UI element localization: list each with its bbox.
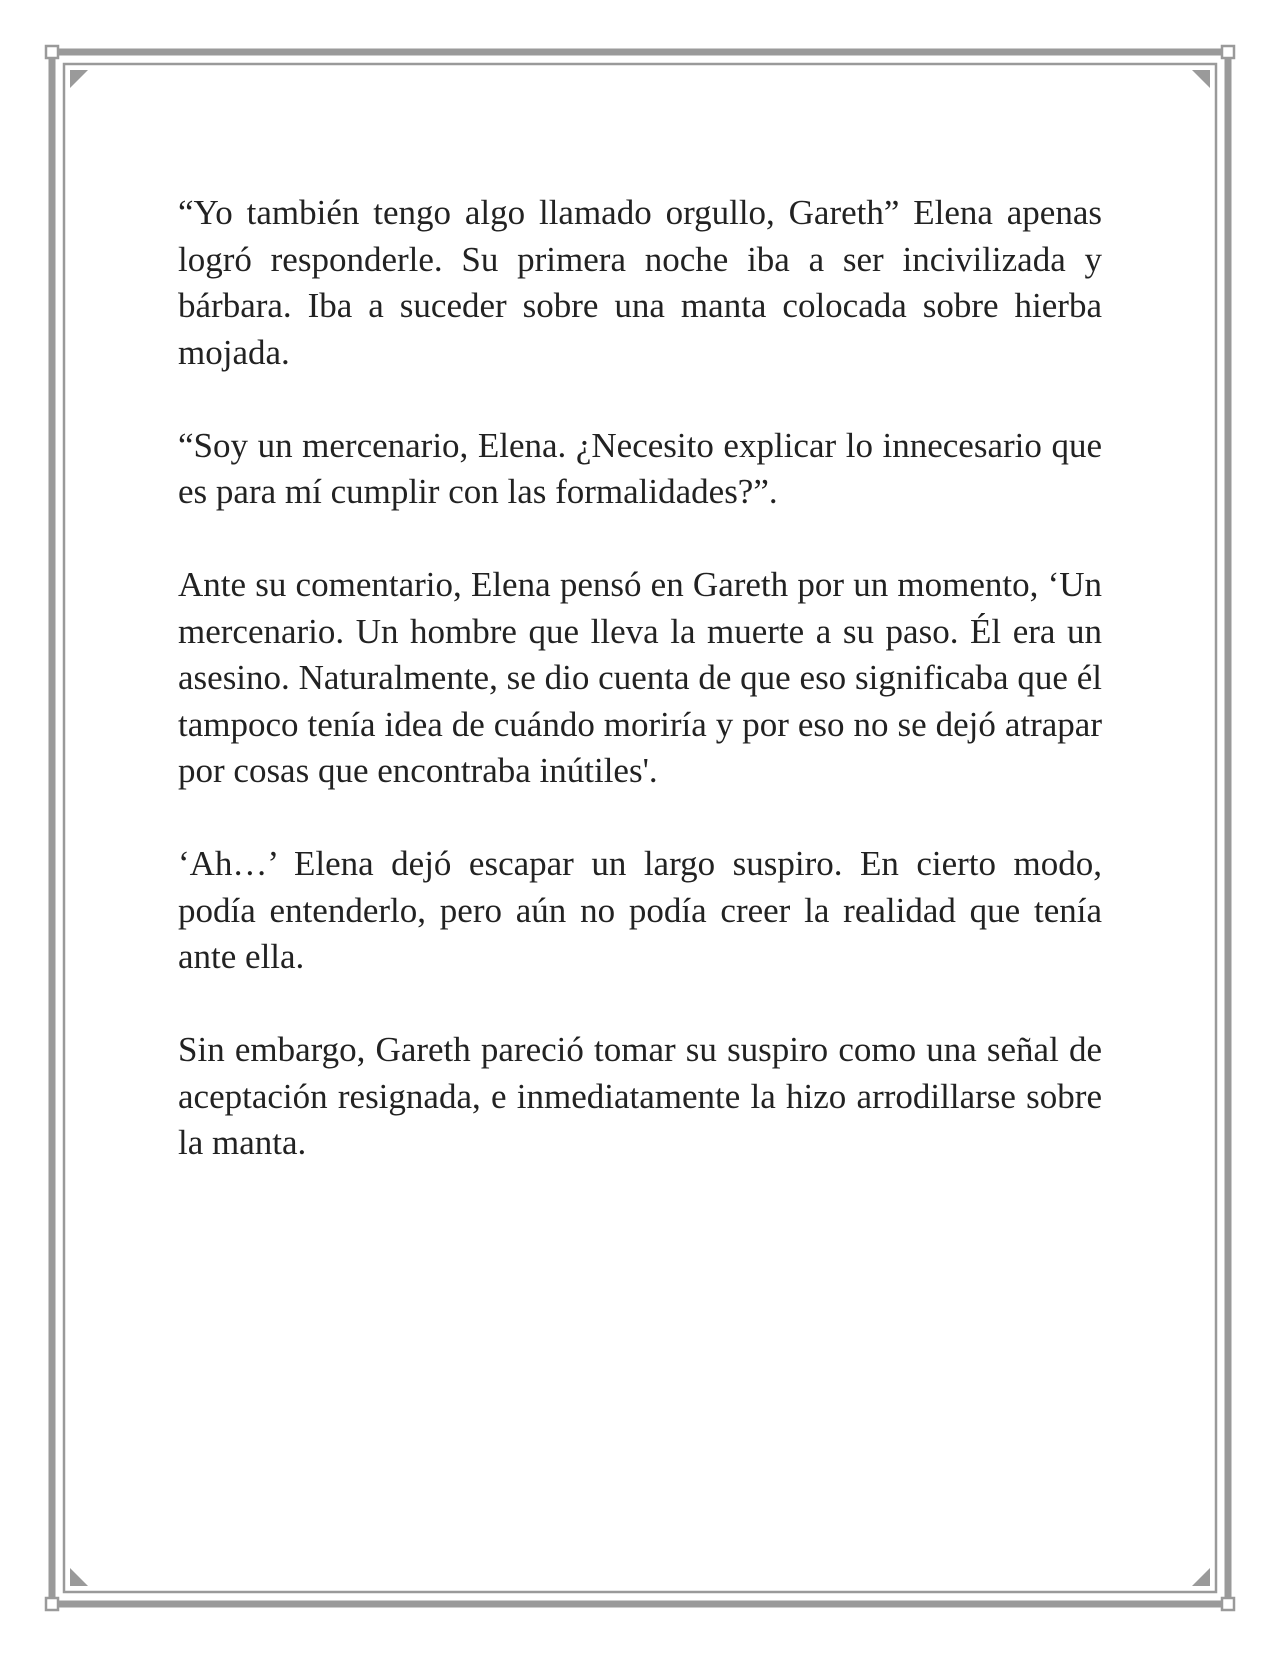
paragraph: “Soy un mercenario, Elena. ¿Necesito explicar lo innecesario que es para mí cumplir con las formalidades?”. <box>178 425 1102 511</box>
corner-ornament-top-right <box>1222 46 1234 58</box>
corner-triangle-bottom-right <box>1192 1568 1210 1586</box>
document-body <box>178 190 1102 1213</box>
corner-triangle-top-right <box>1192 70 1210 88</box>
corner-triangle-bottom-left <box>70 1568 88 1586</box>
corner-ornament-top-left <box>46 46 58 58</box>
corner-ornament-bottom-right <box>1222 1598 1234 1610</box>
paragraph: Sin embargo, Gareth pareció tomar su suspiro como una señal de aceptación resignada, e inmediatamente la hizo arrodillarse sobre la manta. <box>178 1030 1102 1162</box>
paragraph: ‘Ah…’ Elena dejó escapar un largo suspiro. En cierto modo, podía entenderlo, pero aún no podía creer la realidad que tenía ante ella. <box>178 844 1102 976</box>
paragraph: “Yo también tengo algo llamado orgullo, Gareth” Elena apenas logró responderle. Su primera noche iba a ser incivilizada y bárbara. Iba a suceder sobre una manta colocada sobre hierba mojada. <box>178 193 1102 372</box>
corner-triangle-top-left <box>70 70 88 88</box>
corner-ornament-bottom-left <box>46 1598 58 1610</box>
paragraph: Ante su comentario, Elena pensó en Gareth por un momento, ‘Un mercenario. Un hombre que lleva la muerte a su paso. Él era un asesino. Naturalmente, se dio cuenta de que eso significaba que él tampoco tenía idea de cuándo moriría y por eso no se dejó atrapar por cosas que encontraba inútiles'. <box>178 565 1102 790</box>
